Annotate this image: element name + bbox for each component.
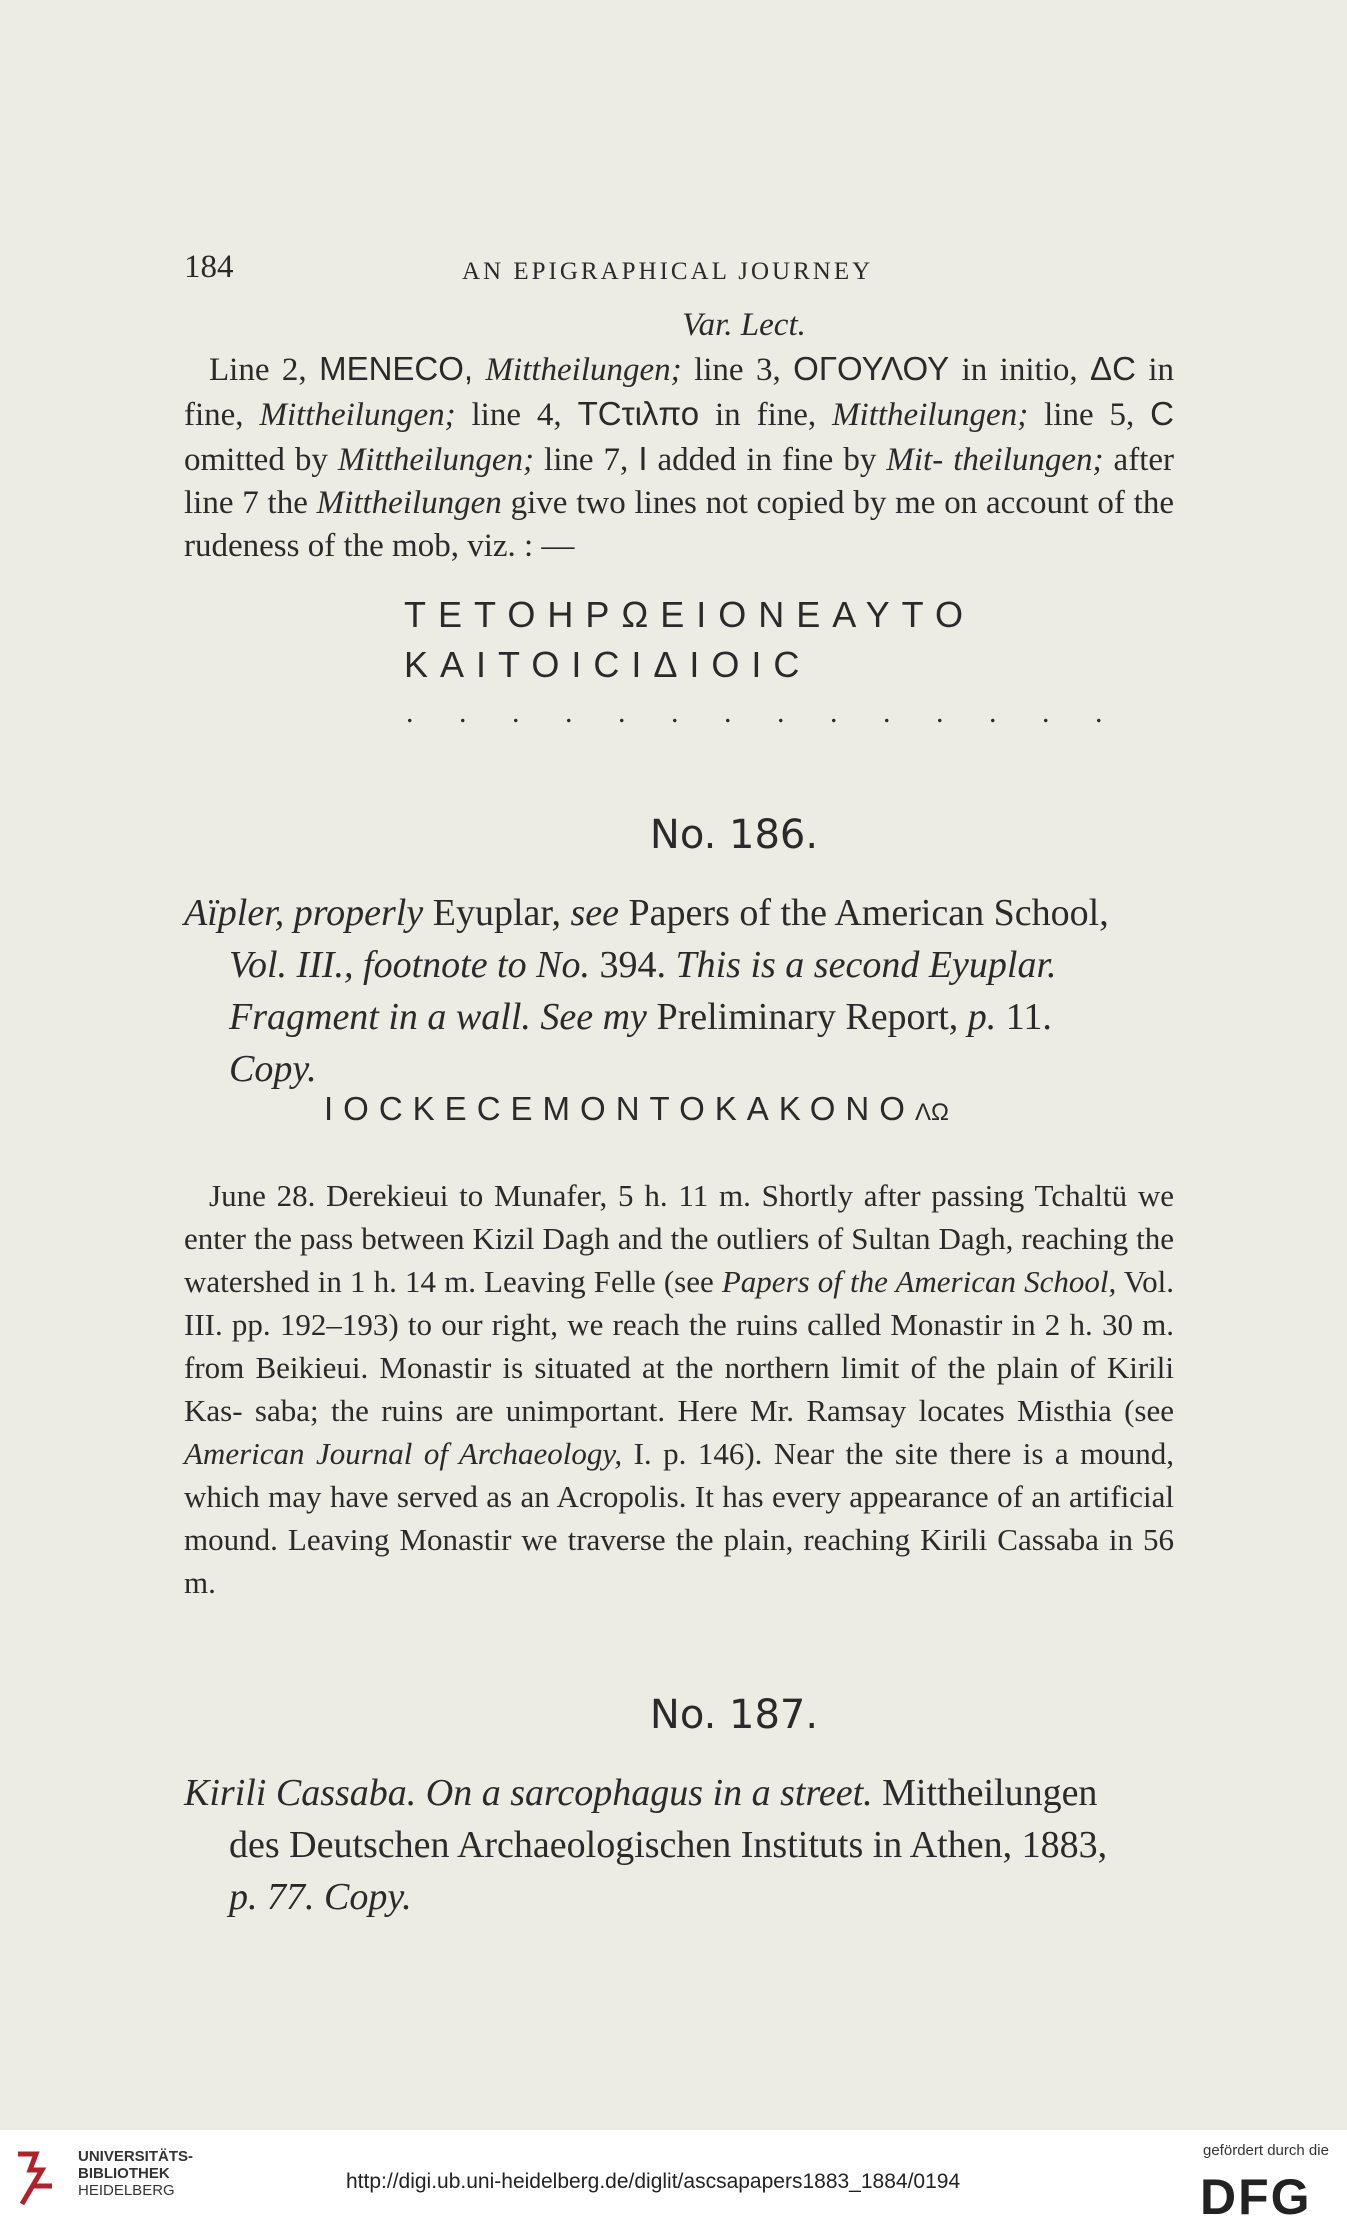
text-run: line 3,: [681, 352, 794, 388]
running-title: AN EPIGRAPHICAL JOURNEY: [462, 258, 874, 285]
greek-text: I: [638, 440, 648, 477]
library-name-line: UNIVERSITÄTS-: [78, 2148, 194, 2165]
text-run: right, we reach the ruins called Monastir in 2 h. 30 m. from Beikieui.: [184, 1307, 1174, 1385]
sponsor-label: gefördert durch die: [1203, 2142, 1329, 2159]
italic-text: see: [570, 892, 620, 934]
copy-label: Copy.: [229, 1048, 317, 1090]
inscription-text: ΙΟCΚΕCΕΜΟΝΤΟΚΑΚΟΝΟ: [324, 1090, 915, 1127]
text-run: Vol. III. pp. 192–193) to our: [184, 1264, 1175, 1342]
italic-text: Kirili Cassaba. On a sarcophagus in a street.: [184, 1772, 873, 1814]
inscription-line-2: ΚΑΙΤΟΙCΙΔΙΟΙC: [404, 644, 812, 685]
digitization-footer: [0, 2130, 1347, 2232]
text-run: Monastir is situated at the northern limit of the plain of Kirili Kas-: [184, 1350, 1174, 1428]
text-run: line 5,: [1044, 397, 1151, 433]
text-run: after line 7 the: [184, 442, 1174, 521]
text-run: Line 2,: [209, 352, 320, 388]
text-run: Sultan Dagh, reaching the watershed in 1 h. 14 m. Leaving Felle: [184, 1221, 1175, 1299]
greek-text: TCτιλπο: [577, 395, 700, 432]
inscription-ligature: ΛΩ: [914, 1099, 949, 1126]
italic-text: Mit-: [886, 442, 944, 478]
italic-text: theilungen;: [953, 442, 1104, 478]
text-run: I. p. 146). Near the site there: [622, 1436, 1012, 1471]
dfg-logo: DFG: [1200, 2169, 1312, 2225]
var-lect-heading: Var. Lect.: [682, 307, 806, 343]
italic-text: American Journal of Archaeology,: [184, 1436, 623, 1471]
library-logo-icon: [12, 2146, 60, 2212]
text-run: added in fine by: [647, 442, 887, 478]
italic-text: p.: [967, 996, 997, 1038]
source-url-link[interactable]: http://digi.ub.uni-heidelberg.de/diglit/ascsapapers1883_1884/0194: [346, 2170, 961, 2193]
text-run: line 7,: [534, 442, 639, 478]
text-run: June 28. Derekieui to Munafer, 5 h. 11 m. Shortly after passing: [209, 1178, 1025, 1213]
inscription-line-1: ΤΕΤΟΗΡΩΕΙΟΝΕΑΥΤΟ: [404, 594, 975, 635]
text-run: 11.: [996, 996, 1052, 1038]
uncopied-inscription-lines: [184, 590, 1174, 736]
greek-text: C: [1150, 395, 1175, 432]
italic-text: Mittheilungen;: [485, 352, 682, 388]
italic-text: Mittheilungen;: [832, 397, 1029, 433]
text-run: Papers of the American School,: [619, 892, 1109, 934]
text-run: is a mound, which may have served as an Acropolis. It has every: [184, 1436, 1174, 1514]
text-run: (see: [663, 1264, 722, 1299]
italic-text: Papers of the American School,: [721, 1264, 1117, 1299]
text-run: Mittheilungen: [872, 1772, 1098, 1814]
text-run: omitted by: [184, 442, 338, 478]
italic-text: Fragment in a wall. See my: [229, 996, 647, 1038]
text-run: saba; the ruins are unimportant. Here Mr. Ramsay locates Misthia: [254, 1393, 1112, 1428]
italic-text: Mittheilungen;: [337, 442, 534, 478]
journey-paragraph: [184, 1174, 1174, 1604]
section-heading-186: No. 186.: [649, 812, 819, 858]
text-run: give two lines not copied: [501, 485, 845, 521]
italic-text: This is a second Eyuplar.: [675, 944, 1057, 986]
page-number: 184: [184, 249, 234, 285]
italic-text: Mittheilungen;: [259, 397, 456, 433]
text-run: in fine,: [184, 352, 1175, 433]
library-name-line: BIBLIOTHEK: [78, 2165, 170, 2182]
text-run: des Deutschen Archaeologischen Instituts in Athen, 1883,: [229, 1824, 1108, 1866]
italic-text: Vol. III., footnote to No.: [229, 944, 590, 986]
greek-text: ΔC: [1090, 350, 1136, 387]
no186-description: [184, 887, 1174, 1095]
text-run: in initio,: [949, 352, 1078, 388]
text-run: Tchaltü we enter the pass between Kizil Dagh and the outliers of: [184, 1178, 1174, 1256]
section-heading-187: No. 187.: [649, 1692, 819, 1738]
library-name-line: HEIDELBERG: [78, 2182, 175, 2199]
text-run: (see: [1124, 1393, 1175, 1428]
library-name: [78, 2148, 193, 2199]
no187-description: [184, 1767, 1174, 1923]
page-content: [184, 246, 1174, 1923]
italic-text: Aïpler, properly: [184, 892, 424, 934]
italic-text: p. 77. Copy.: [229, 1876, 412, 1918]
text-run: plain, reaching Kirili Cassaba in 56 m.: [184, 1522, 1175, 1600]
text-run: appearance of an artificial mound. Leaving Monastir we traverse the: [184, 1479, 1175, 1557]
greek-text: ΟΓΟΥΛΟΥ: [793, 350, 950, 387]
text-run: in fine,: [699, 397, 833, 433]
ellipsis-dots: . . . . . . . . . . . . . .: [406, 696, 1122, 729]
text-run: 394.: [589, 944, 676, 986]
variant-readings-paragraph: [184, 347, 1174, 568]
text-run: by me on account of the rudeness of the mob, viz. : —: [184, 485, 1174, 564]
text-run: line 4,: [455, 397, 578, 433]
italic-text: Mittheilungen: [316, 485, 502, 521]
running-head: [184, 246, 1174, 296]
inscription-186: [324, 1087, 1174, 1134]
text-run: Eyuplar,: [423, 892, 571, 934]
text-run: Preliminary Report,: [646, 996, 968, 1038]
greek-text: ΜΕΝΕCΟ,: [319, 350, 474, 387]
